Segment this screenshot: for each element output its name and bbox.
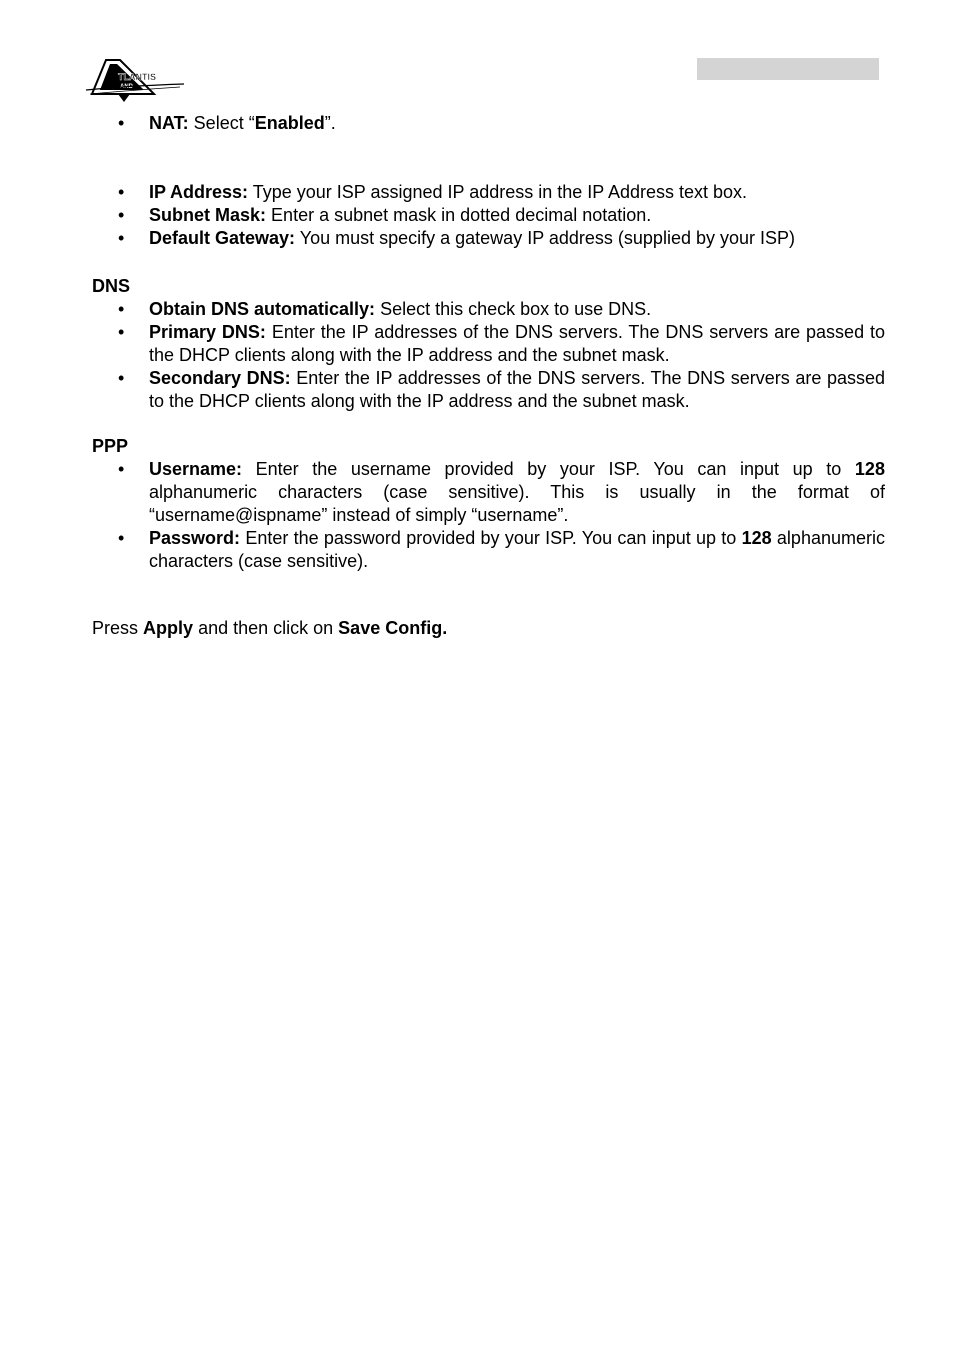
ip-settings-list (0, 181, 954, 250)
nat-list (0, 112, 954, 135)
list-item-default-gateway: • Default Gateway: You must specify a gateway IP address (supplied by your ISP) (118, 228, 795, 248)
save-instruction: Press Apply and then click on Save Config. (92, 618, 448, 638)
bullet-icon: • (118, 299, 125, 319)
list-item-password: • Password: Enter the password provided by your ISP. You can input up to 128 alphanumeric characters (case sensitive). (118, 528, 885, 571)
bullet-icon: • (118, 459, 125, 479)
list-item-obtain-dns: • Obtain DNS automatically: Select this check box to use DNS. (118, 299, 652, 319)
bullet-icon: • (118, 228, 125, 248)
svg-text:TLANTIS: TLANTIS (118, 72, 156, 82)
atlantis-land-logo (84, 56, 188, 106)
ppp-list (0, 458, 954, 573)
bullet-icon: • (118, 528, 125, 548)
list-item-ip-address: • IP Address: Type your ISP assigned IP address in the IP Address text box. (118, 182, 748, 202)
ppp-heading: PPP (92, 436, 129, 456)
list-item-primary-dns: • Primary DNS: Enter the IP addresses of the DNS servers. The DNS servers are passed to the DHCP clients along with the IP address and the subnet mask. (118, 322, 885, 365)
list-item-secondary-dns: • Secondary DNS: Enter the IP addresses of the DNS servers. The DNS servers are passed to the DHCP clients along with the IP address and the subnet mask. (118, 368, 885, 411)
bullet-icon: • (118, 368, 125, 388)
bullet-icon: • (118, 182, 125, 202)
dns-heading: DNS (92, 276, 131, 296)
list-item-subnet-mask: • Subnet Mask: Enter a subnet mask in dotted decimal notation. (118, 205, 652, 225)
list-item-username: • Username: Enter the username provided by your ISP. You can input up to 128 alphanumeric characters (case sensitive). This is usually in the format of “username@ispname” instead of simply “username”. (118, 459, 885, 525)
list-item-nat: • NAT: Select “Enabled”. (118, 113, 336, 133)
dns-list (0, 298, 954, 413)
svg-text:AND: AND (120, 84, 133, 90)
bullet-icon: • (118, 205, 125, 225)
header-bar (697, 58, 879, 80)
bullet-icon: • (118, 113, 125, 133)
bullet-icon: • (118, 322, 125, 342)
